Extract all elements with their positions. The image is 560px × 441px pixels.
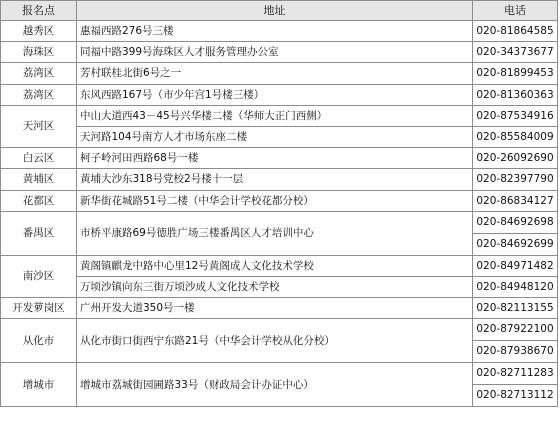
phone-cell: 020-26092690 [473,148,558,169]
address-cell: 万顷沙镇向东三街万顷沙成人文化技术学校 [77,276,473,297]
phone-number: 020-84692699 [473,233,557,255]
address-cell: 从化市街口街西宁东路21号（中华会计学校从化分校） [77,319,473,363]
phone-cell [473,211,558,255]
header-phone: 电话 [473,1,558,21]
area-cell: 荔湾区 [1,84,77,105]
phone-cell [473,319,558,363]
address-cell: 黄埔大沙东318号党校2号楼十一层 [77,169,473,190]
address-cell: 新华街花城路51号二楼（中华会计学校花都分校） [77,190,473,211]
phone-number: 020-87922100 [476,323,554,336]
phone-cell: 020-85584009 [473,126,558,147]
phone-cell: 020-82397790 [473,169,558,190]
table-row [1,105,558,126]
phone-cell: 020-82113155 [473,298,558,319]
area-cell: 海珠区 [1,42,77,63]
area-cell: 开发萝岗区 [1,298,77,319]
phone-cell [473,363,558,407]
table-row [1,363,558,407]
phone-cell: 020-81360363 [473,84,558,105]
area-cell: 从化市 [1,319,77,363]
phone-cell: 020-84971482 [473,255,558,276]
table-row [1,126,558,147]
area-cell: 越秀区 [1,21,77,42]
table-row [1,190,558,211]
table-row [1,255,558,276]
area-cell: 黄埔区 [1,169,77,190]
area-cell: 天河区 [1,105,77,147]
phone-number: 020-84692698 [476,215,554,228]
phone-cell: 020-34373677 [473,42,558,63]
table-row [1,63,558,84]
address-cell: 增城市荔城街园圃路33号（财政局会计办证中心） [77,363,473,407]
header-area: 报名点 [1,1,77,21]
phone-cell: 020-86834127 [473,190,558,211]
address-cell: 中山大道西43－45号兴华楼二楼（华师大正门西侧） [77,105,473,126]
table-header-row [1,1,558,21]
phone-number: 020-82711283 [476,367,554,380]
phone-number: 020-87938670 [473,340,557,362]
address-cell: 广州开发大道350号一楼 [77,298,473,319]
table-row [1,148,558,169]
area-cell: 荔湾区 [1,63,77,84]
phone-number: 020-82713112 [473,384,557,406]
phone-cell: 020-81864585 [473,21,558,42]
phone-cell: 020-84948120 [473,276,558,297]
table-row [1,84,558,105]
address-cell: 同福中路399号海珠区人才服务管理办公室 [77,42,473,63]
table-row [1,276,558,297]
table-row [1,211,558,255]
area-cell: 番禺区 [1,211,77,255]
address-cell: 天河路104号南方人才市场东座二楼 [77,126,473,147]
phone-cell: 020-81899453 [473,63,558,84]
area-cell: 白云区 [1,148,77,169]
address-cell: 惠福西路276号三楼 [77,21,473,42]
address-cell: 芳村联桂北街6号之一 [77,63,473,84]
address-cell: 东风西路167号（市少年宫1号楼三楼） [77,84,473,105]
address-cell: 柯子岭河田西路68号一楼 [77,148,473,169]
area-cell: 南沙区 [1,255,77,297]
table-row [1,42,558,63]
table-row [1,21,558,42]
area-cell: 花都区 [1,190,77,211]
phone-cell: 020-87534916 [473,105,558,126]
address-cell: 市桥平康路69号德胜广场三楼番禺区人才培训中心 [77,211,473,255]
table-row [1,319,558,363]
header-address: 地址 [77,1,473,21]
address-cell: 黄阁镇麒龙中路中心里12号黄阁成人文化技术学校 [77,255,473,276]
table-row [1,298,558,319]
area-cell: 增城市 [1,363,77,407]
table-row [1,169,558,190]
